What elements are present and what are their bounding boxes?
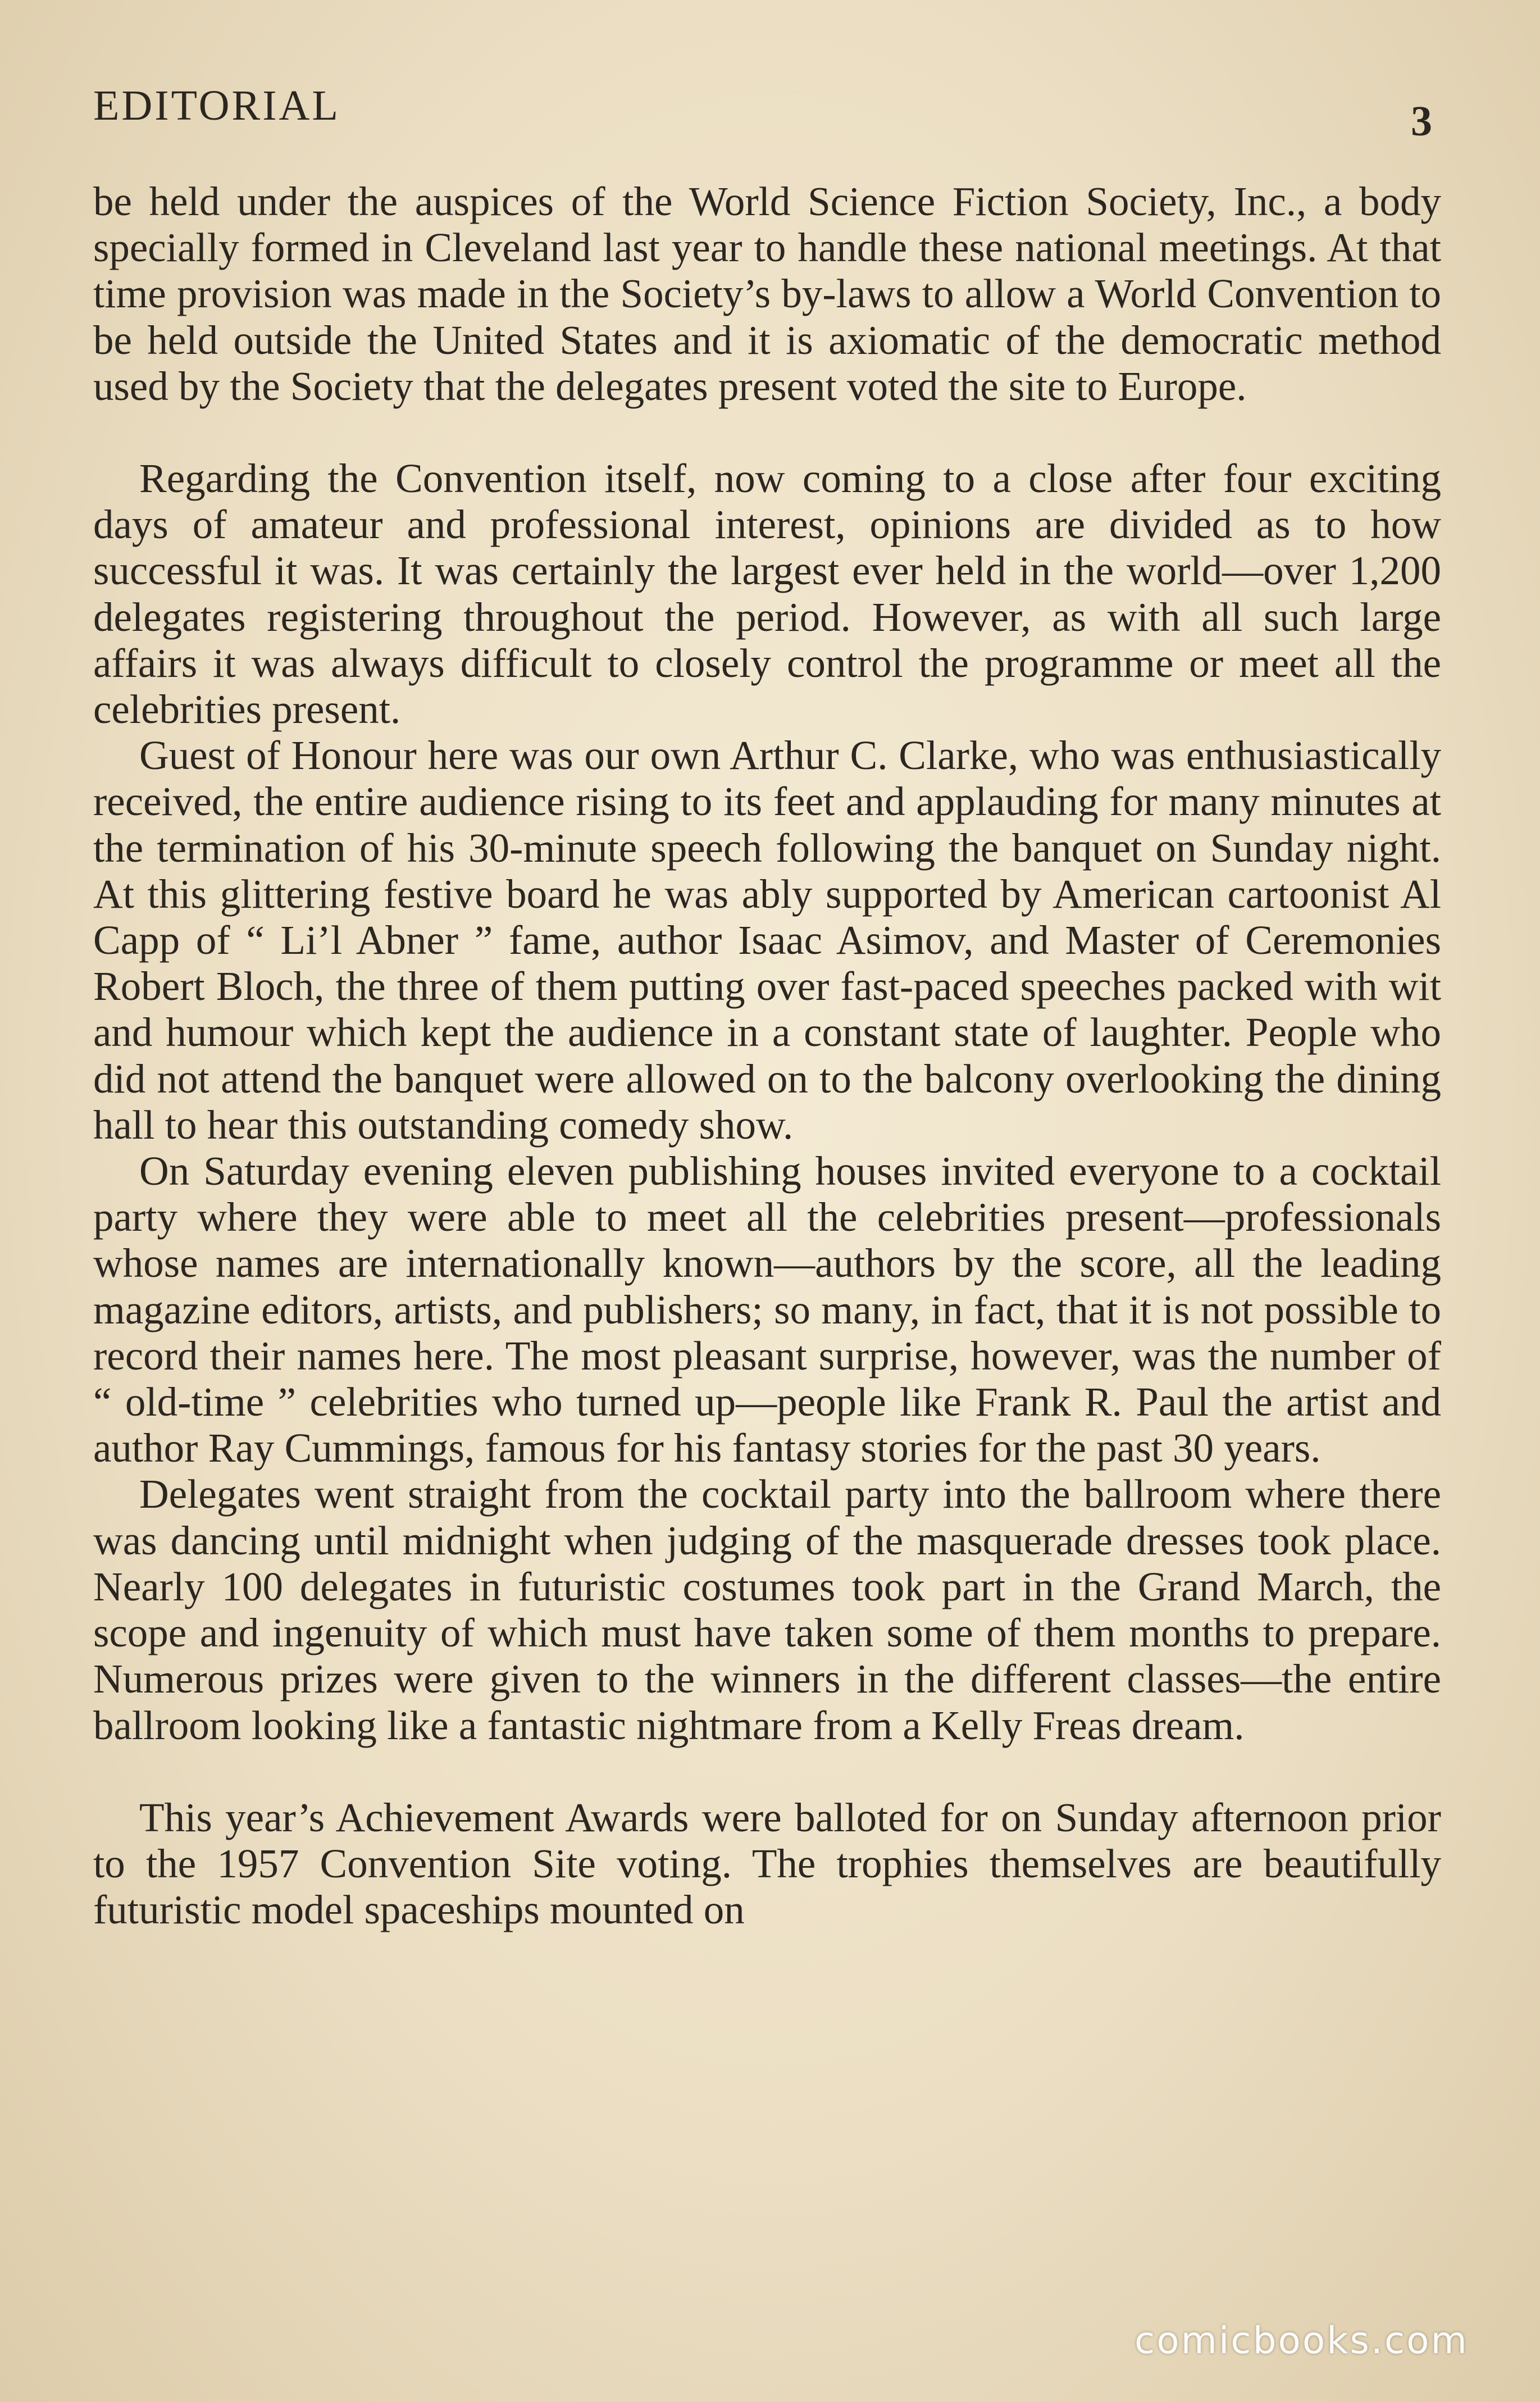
page-number: 3 xyxy=(1411,98,1432,145)
paragraph-3: Guest of Honour here was our own Arthur C. Clarke, who was enthusiastically received, the entire audience rising to its feet and applauding for many minutes at the termination of his 30-minute speech following the banquet on Sunday night. At this glittering festive board he was ably supported by American cartoonist Al Capp of “ Li’l Abner ” fame, author Isaac Asimov, and Master of Ceremonies Robert Bloch, the three of them putting over fast-paced speeches packed with wit and humour which kept the audience in a constant state of laughter. People who did not attend the banquet were allowed on to the balcony overlooking the dining hall to hear this outstanding comedy show. xyxy=(93,733,1441,1148)
paragraph-6: This year’s Achievement Awards were balloted for on Sunday afternoon prior to the 1957 Convention Site voting. The trophies themselves are beautifully futuristic model spaceships mounted on xyxy=(93,1794,1441,1933)
paragraph-1: be held under the auspices of the World Science Fiction Society, Inc., a body specially formed in Cleveland last year to handle these national meetings. At that time provision was made in the Society’s by-laws to allow a World Convention to be held outside the United States and it is axiomatic of the democratic method used by the Society that the delegates present voted the site to Europe. xyxy=(93,179,1441,409)
paragraph-5: Delegates went straight from the cocktail party into the ballroom where there was dancing until midnight when judging of the masquerade dresses took place. Nearly 100 delegates in futuristic costumes took part in the Grand March, the scope and ingenuity of which must have taken some of them months to prepare. Numerous prizes were given to the winners in the different classes—the entire ballroom looking like a fantastic nightmare from a Kelly Freas dream. xyxy=(93,1471,1441,1748)
article-body xyxy=(93,179,1441,1933)
paragraph-2: Regarding the Convention itself, now coming to a close after four exciting days of amateur and professional interest, opinions are divided as to how successful it was. It was certainly the largest ever held in the world—over 1,200 delegates registering throughout the period. However, as with all such large affairs it was always difficult to closely control the programme or meet all the celebrities present. xyxy=(93,456,1441,733)
watermark: comicbooks.com xyxy=(1135,2319,1469,2362)
paragraph-4: On Saturday evening eleven publishing houses invited everyone to a cocktail party where they were able to meet all the celebrities present—professionals whose names are internationally known—authors by the score, all the leading magazine editors, artists, and publishers; so many, in fact, that it is not possible to record their names here. The most pleasant surprise, however, was the number of “ old-time ” celebrities who turned up—people like Frank R. Paul the artist and author Ray Cummings, famous for his fantasy stories for the past 30 years. xyxy=(93,1148,1441,1471)
running-head: EDITORIAL xyxy=(93,82,340,129)
